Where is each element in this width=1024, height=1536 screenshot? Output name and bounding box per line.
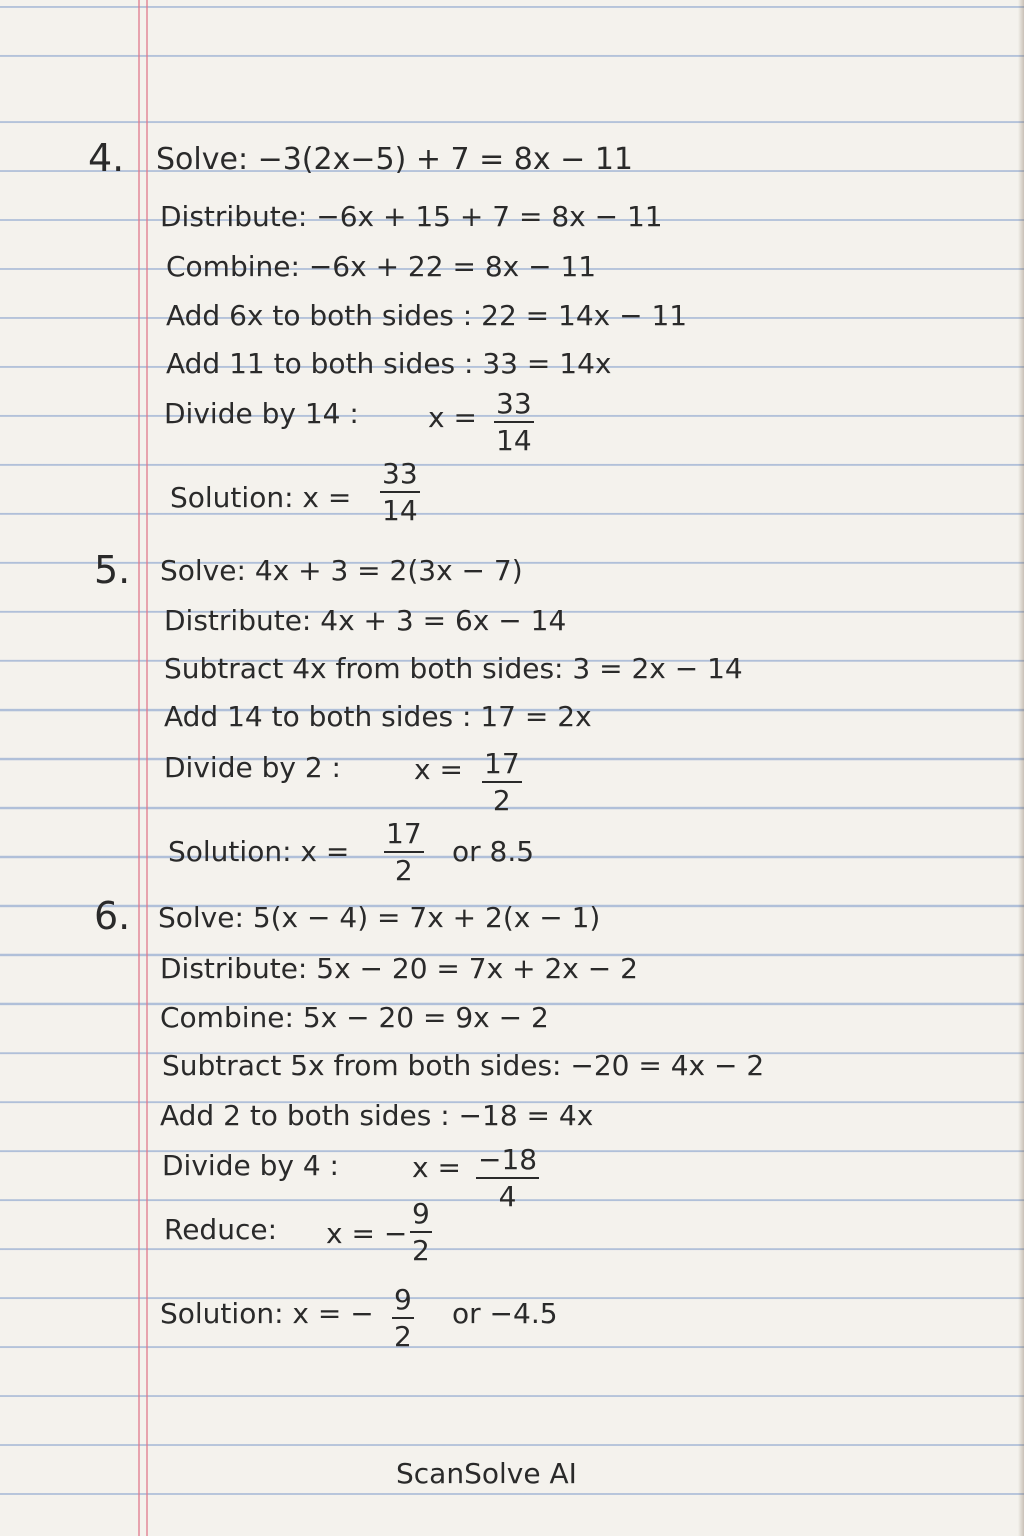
step-line: Add 14 to both sides : 17 = 2x: [164, 700, 592, 733]
fraction: [494, 387, 534, 457]
reduce-equation: x = −: [326, 1217, 408, 1250]
denominator: 14: [382, 494, 418, 527]
solution-label: Solution: x =: [170, 481, 352, 514]
denominator: 14: [496, 424, 532, 457]
problem-number: 6.: [94, 894, 131, 938]
solution-label: Solution: x = −: [160, 1297, 374, 1330]
numerator: 17: [482, 750, 522, 783]
numerator: 9: [410, 1200, 432, 1233]
step-line: Subtract 4x from both sides: 3 = 2x − 14: [164, 652, 743, 685]
combine-line: Combine: −6x + 22 = 8x − 11: [166, 250, 597, 283]
distribute-line: Distribute: 4x + 3 = 6x − 14: [164, 604, 567, 637]
divide-equation: x =: [412, 1151, 461, 1184]
solution-alternative: or 8.5: [452, 835, 535, 868]
step-line: Add 11 to both sides : 33 = 14x: [166, 347, 612, 380]
solution-alternative: or −4.5: [452, 1297, 558, 1330]
numerator: 33: [494, 390, 534, 423]
fraction: [476, 1143, 539, 1213]
distribute-line: Distribute: −6x + 15 + 7 = 8x − 11: [160, 200, 663, 233]
problem-number: 5.: [94, 548, 131, 592]
solution-label: Solution: x =: [168, 835, 350, 868]
numerator: 33: [380, 460, 420, 493]
denominator: 2: [412, 1234, 430, 1267]
problem-number: 4.: [88, 136, 125, 180]
denominator: 2: [394, 1320, 412, 1353]
margin-line-inner: [146, 0, 148, 1536]
step-line: Add 2 to both sides : −18 = 4x: [160, 1099, 594, 1132]
solve-line: Solve: 5(x − 4) = 7x + 2(x − 1): [158, 901, 601, 934]
solve-line: Solve: 4x + 3 = 2(3x − 7): [160, 554, 523, 587]
step-line: Subtract 5x from both sides: −20 = 4x − 2: [162, 1049, 765, 1082]
paper-edge: [1018, 0, 1024, 1536]
divide-equation: x =: [414, 753, 463, 786]
divide-equation: x =: [428, 401, 477, 434]
solve-line: Solve: −3(2x−5) + 7 = 8x − 11: [156, 142, 634, 177]
margin-line: [138, 0, 140, 1536]
divide-label: Divide by 2 :: [164, 751, 341, 784]
denominator: 2: [394, 854, 413, 887]
solution-fraction: [392, 1283, 414, 1353]
reduce-label: Reduce:: [164, 1213, 277, 1246]
numerator: −18: [476, 1146, 539, 1179]
divide-label: Divide by 4 :: [162, 1149, 339, 1182]
solution-fraction: [380, 457, 420, 527]
denominator: 2: [492, 784, 511, 817]
fraction: [410, 1197, 432, 1267]
distribute-line: Distribute: 5x − 20 = 7x + 2x − 2: [160, 952, 638, 985]
solution-fraction: [384, 817, 424, 887]
numerator: 9: [392, 1286, 414, 1319]
step-line: Add 6x to both sides : 22 = 14x − 11: [166, 299, 688, 332]
numerator: 17: [384, 820, 424, 853]
combine-line: Combine: 5x − 20 = 9x − 2: [160, 1001, 549, 1034]
divide-label: Divide by 14 :: [164, 397, 359, 430]
footer-brand: ScanSolve AI: [396, 1457, 577, 1490]
denominator: 4: [498, 1180, 517, 1213]
fraction: [482, 747, 522, 817]
